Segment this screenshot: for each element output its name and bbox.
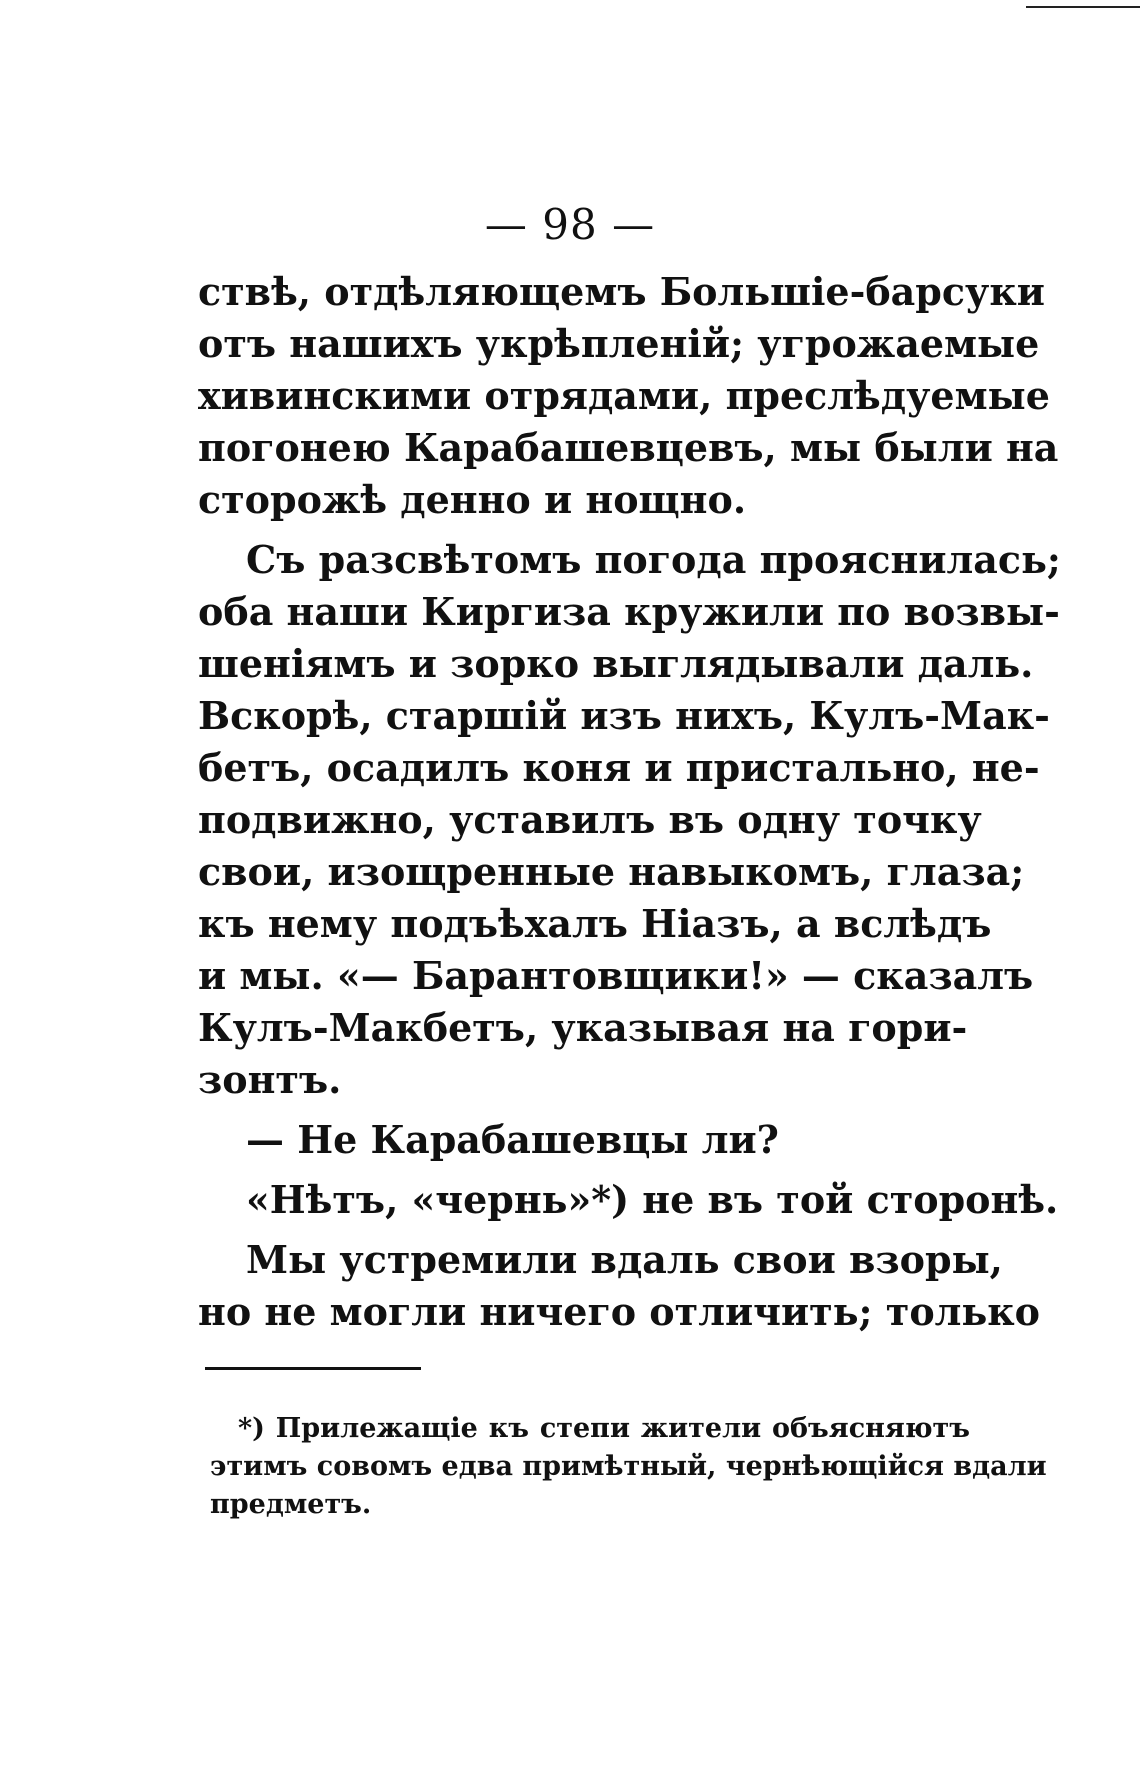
text-line: ствѣ, отдѣляющемъ Большіе-барсуки: [198, 269, 1045, 314]
text-line: свои, изощренные навыкомъ, глаза;: [198, 849, 1025, 894]
footnote: [210, 1410, 1047, 1524]
text-line: сторожѣ денно и нощно.: [198, 477, 747, 522]
text-line: зонтъ.: [198, 1057, 342, 1102]
top-edge-rule: [1026, 6, 1140, 8]
footnote-line: этимъ совомъ едва примѣтный, чернѣющійся вдали: [210, 1451, 1047, 1482]
text-line: бетъ, осадилъ коня и пристально, не-: [198, 745, 1040, 790]
text-line: шеніямъ и зорко выглядывали даль.: [198, 641, 1034, 686]
text-line: къ нему подъѣхалъ Ніазъ, а вслѣдъ: [198, 901, 992, 946]
text-line: погонею Карабашевцевъ, мы были на: [198, 425, 1059, 470]
text-line: подвижно, уставилъ въ одну точку: [198, 797, 982, 842]
text-line: и мы. «— Барантовщики!» — сказалъ: [198, 953, 1034, 998]
text-line: но не могли ничего отличить; только: [198, 1289, 1041, 1334]
text-line: — Не Карабашевцы ли?: [246, 1117, 779, 1162]
text-line: Вскорѣ, старшій изъ нихъ, Кулъ-Мак-: [198, 693, 1050, 738]
text-line: Кулъ-Макбетъ, указывая на гори-: [198, 1005, 968, 1050]
footnote-separator: [205, 1367, 421, 1370]
text-line: Мы устремили вдаль свои взоры,: [246, 1237, 1003, 1282]
text-line: «Нѣтъ, «чернь»*) не въ той сторонѣ.: [246, 1177, 1059, 1222]
text-line: оба наши Киргиза кружили по возвы-: [198, 589, 1060, 634]
footnote-line: *) Прилежащіе къ степи жители объясняютъ: [238, 1413, 970, 1444]
text-line: отъ нашихъ укрѣпленій; угрожаемые: [198, 321, 1040, 366]
text-line: хивинскими отрядами, преслѣдуемые: [198, 373, 1050, 418]
body-text: [198, 266, 1061, 1338]
text-line: Съ разсвѣтомъ погода прояснилась;: [246, 537, 1061, 582]
footnote-line: предметъ.: [210, 1489, 372, 1520]
page-number: — 98 —: [484, 200, 656, 249]
